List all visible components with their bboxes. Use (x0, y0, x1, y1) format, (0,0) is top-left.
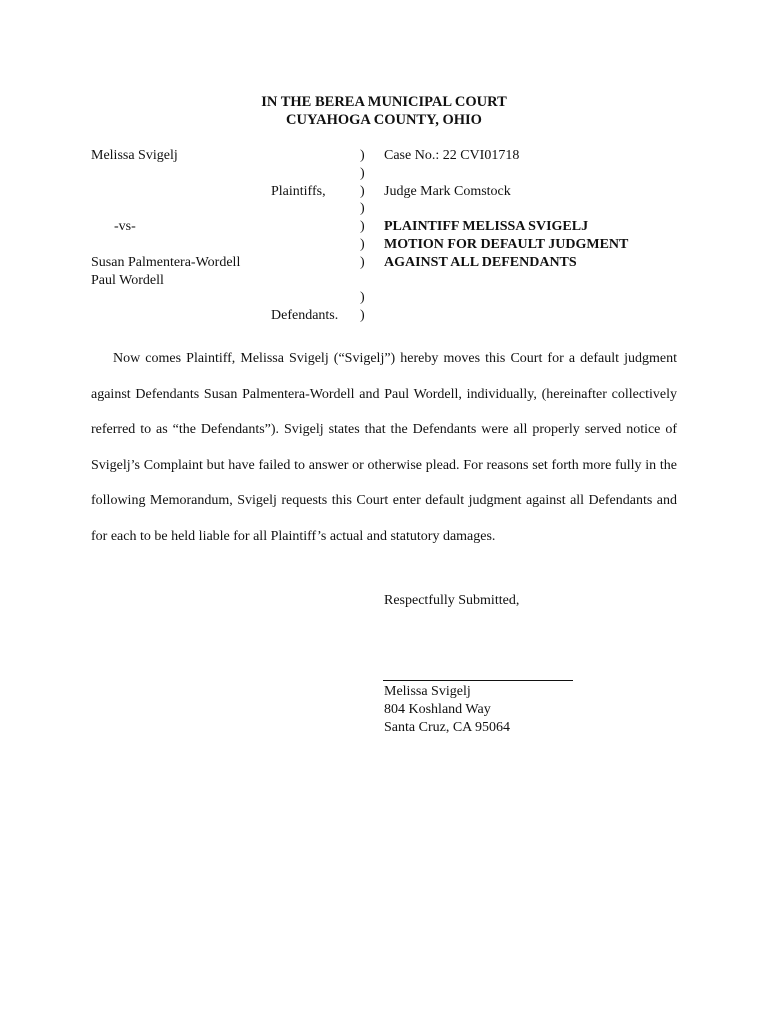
caption-paren: ) (360, 308, 365, 323)
caption-paren: ) (360, 290, 365, 305)
motion-title-line-2: MOTION FOR DEFAULT JUDGMENT (384, 237, 629, 252)
caption-paren: ) (360, 184, 365, 199)
court-county: CUYAHOGA COUNTY, OHIO (286, 112, 482, 128)
caption-paren: ) (360, 219, 365, 234)
signer-address-line-1: 804 Koshland Way (384, 702, 491, 717)
signature-line (383, 680, 573, 681)
defendants-label: Defendants. (271, 308, 339, 323)
caption-paren: ) (360, 201, 365, 216)
signer-address-line-2: Santa Cruz, CA 95064 (384, 720, 510, 735)
caption-paren: ) (360, 166, 365, 181)
judge-name: Judge Mark Comstock (384, 184, 511, 199)
motion-title-line-1: PLAINTIFF MELISSA SVIGELJ (384, 219, 589, 234)
motion-title-line-3: AGAINST ALL DEFENDANTS (384, 255, 577, 270)
plaintiff-name: Melissa Svigelj (91, 148, 178, 163)
versus-label: -vs- (114, 219, 136, 234)
caption-paren: ) (360, 255, 365, 270)
defendant-name-2: Paul Wordell (91, 273, 164, 288)
court-header (0, 93, 768, 129)
caption-paren: ) (360, 148, 365, 163)
signer-name: Melissa Svigelj (384, 684, 471, 699)
court-name: IN THE BEREA MUNICIPAL COURT (261, 94, 507, 110)
plaintiffs-label: Plaintiffs, (271, 184, 326, 199)
closing-phrase: Respectfully Submitted, (384, 593, 520, 608)
caption-paren: ) (360, 237, 365, 252)
case-number: Case No.: 22 CVI01718 (384, 148, 520, 163)
defendant-name-1: Susan Palmentera-Wordell (91, 255, 241, 270)
motion-body-paragraph: Now comes Plaintiff, Melissa Svigelj (“Svigelj”) hereby moves this Court for a default judgment against Defendants Susan Palmentera-Wordell and Paul Wordell, individually, (hereinafter collectively referred to as “the Defendants”). Svigelj states that the Defendants were all properly served notice of Svigelj’s Complaint but have failed to answer or otherwise plead. For reasons set forth more fully in the following Memorandum, Svigelj requests this Court enter default judgment against all Defendants and for each to be held liable for all Plaintiff’s actual and statutory damages. (91, 351, 677, 544)
